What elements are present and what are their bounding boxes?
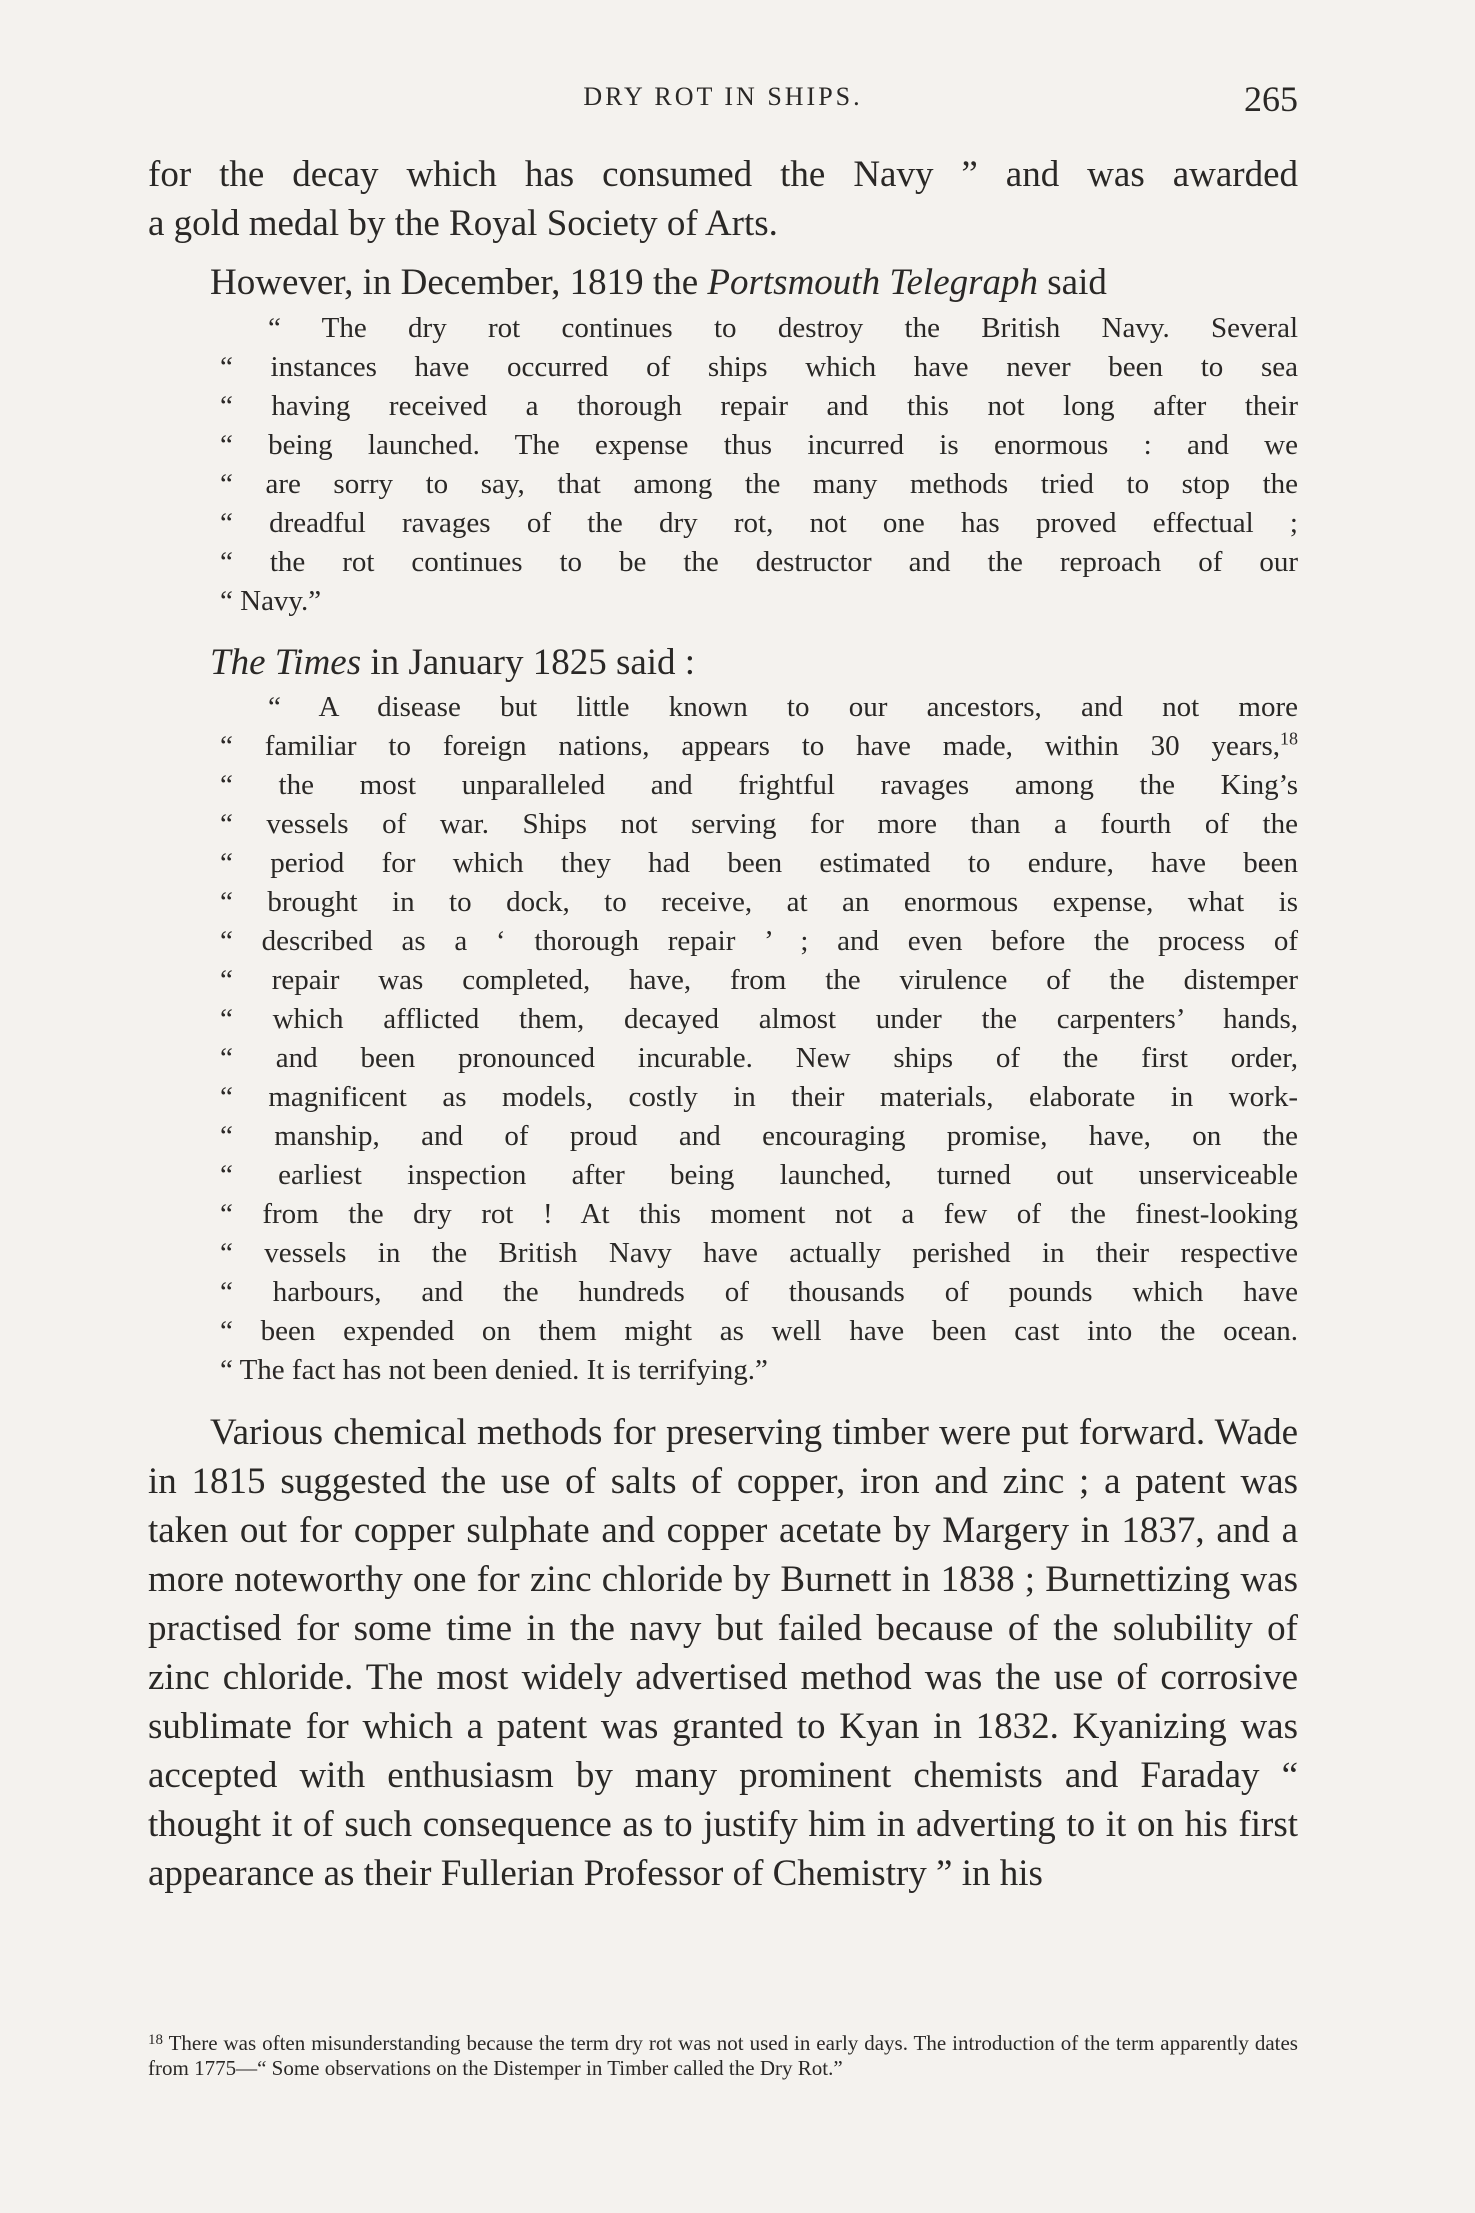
quote-line: “ repair was completed, have, from the virulence of the distemper: [220, 964, 1298, 996]
quote-line: “ period for which they had been estimated to endure, have been: [220, 847, 1298, 879]
intro-suffix: said: [1038, 262, 1107, 303]
footnote-number: 18: [148, 2032, 163, 2048]
quote-line-with-ref: [220, 727, 1298, 766]
source-title: Portsmouth Telegraph: [707, 262, 1039, 303]
quote-line: “ The fact has not been denied. It is terrifying.”: [220, 1354, 768, 1386]
quote-line: “ from the dry rot ! At this moment not a few of the finest-looking: [220, 1198, 1298, 1230]
quote-intro-times: [210, 638, 1298, 687]
footnote-ref: 18: [1280, 728, 1298, 749]
quote-line: “ harbours, and the hundreds of thousands of pounds which have: [220, 1276, 1298, 1308]
text-line: a gold medal by the Royal Society of Arts.: [148, 203, 778, 244]
quote-line: “ described as a ‘ thorough repair ’ ; and even before the process of: [220, 925, 1298, 957]
intro-prefix: However, in December, 1819 the: [210, 262, 708, 303]
running-title: DRY ROT IN SHIPS.: [583, 82, 863, 111]
quote-line-text: “ familiar to foreign nations, appears to have made, within 30 years,: [220, 730, 1280, 762]
quote-line: “ manship, and of proud and encouraging promise, have, on the: [220, 1120, 1298, 1152]
text-line: for the decay which has consumed the Navy ” and was awarded: [148, 154, 1298, 195]
quote-line: “ the rot continues to be the destructor and the reproach of our: [220, 546, 1298, 578]
source-title: The Times: [210, 642, 362, 683]
quote-line: “ brought in to dock, to receive, at an enormous expense, what is: [220, 886, 1298, 918]
quote-line: “ been expended on them might as well have been cast into the ocean.: [220, 1315, 1298, 1347]
quote-line: “ and been pronounced incurable. New ships of the first order,: [220, 1042, 1298, 1074]
footnote-text: There was often misunderstanding because the term dry rot was not used in early days. The introduction of the term apparently dates from 1775—“ Some observations on the Distemper in Timber called the Dry Rot.”: [148, 2031, 1298, 2080]
quote-line: “ being launched. The expense thus incurred is enormous : and we: [220, 429, 1298, 461]
quote-line: “ A disease but little known to our ancestors, and not more: [268, 691, 1298, 723]
quote-line: “ dreadful ravages of the dry rot, not one has proved effectual ;: [220, 507, 1298, 539]
quote-intro-portsmouth: [210, 258, 1298, 307]
quote-line: “ magnificent as models, costly in their materials, elaborate in work-: [220, 1081, 1298, 1113]
quote-line: “ The dry rot continues to destroy the British Navy. Several: [268, 312, 1298, 344]
quote-line: “ are sorry to say, that among the many methods tried to stop the: [220, 468, 1298, 500]
quote-line: “ Navy.”: [220, 585, 322, 617]
block-quote-portsmouth: [220, 309, 1298, 621]
quote-line: “ instances have occurred of ships which have never been to sea: [220, 351, 1298, 383]
quote-line: “ the most unparalleled and frightful ravages among the King’s: [220, 769, 1298, 801]
quote-line: “ vessels of war. Ships not serving for more than a fourth of the: [220, 808, 1298, 840]
page-number: 265: [1244, 79, 1298, 119]
block-quote-times: [220, 688, 1298, 1390]
running-head: [148, 78, 1298, 118]
quote-line: “ vessels in the British Navy have actually perished in their respective: [220, 1237, 1298, 1269]
footnote: [148, 2028, 1298, 2081]
paragraph-chemical-methods: Various chemical methods for preserving timber were put forward. Wade in 1815 suggested the use of salts of copper, iron and zinc ; a patent was taken out for copper sulphate and copper acetate by Margery in 1837, and a more noteworthy one for zinc chloride by Burnett in 1838 ; Burnettizing was practised for some time in the navy but failed because of the solubility of zinc chloride. The most widely advertised method was the use of corrosive sublimate for which a patent was granted to Kyan in 1832. Kyanizing was accepted with enthusiasm by many prominent chemists and Faraday “ thought it of such consequence as to justify him in adverting to it on his first appearance as their Fullerian Professor of Chemistry ” in his: [148, 1412, 1298, 1894]
paragraph-continued: [148, 150, 1298, 248]
intro-suffix: in January 1825 said :: [361, 642, 696, 683]
quote-line: “ having received a thorough repair and this not long after their: [220, 390, 1298, 422]
quote-line: “ which afflicted them, decayed almost under the carpenters’ hands,: [220, 1003, 1298, 1035]
quote-line: “ earliest inspection after being launched, turned out unserviceable: [220, 1159, 1298, 1191]
